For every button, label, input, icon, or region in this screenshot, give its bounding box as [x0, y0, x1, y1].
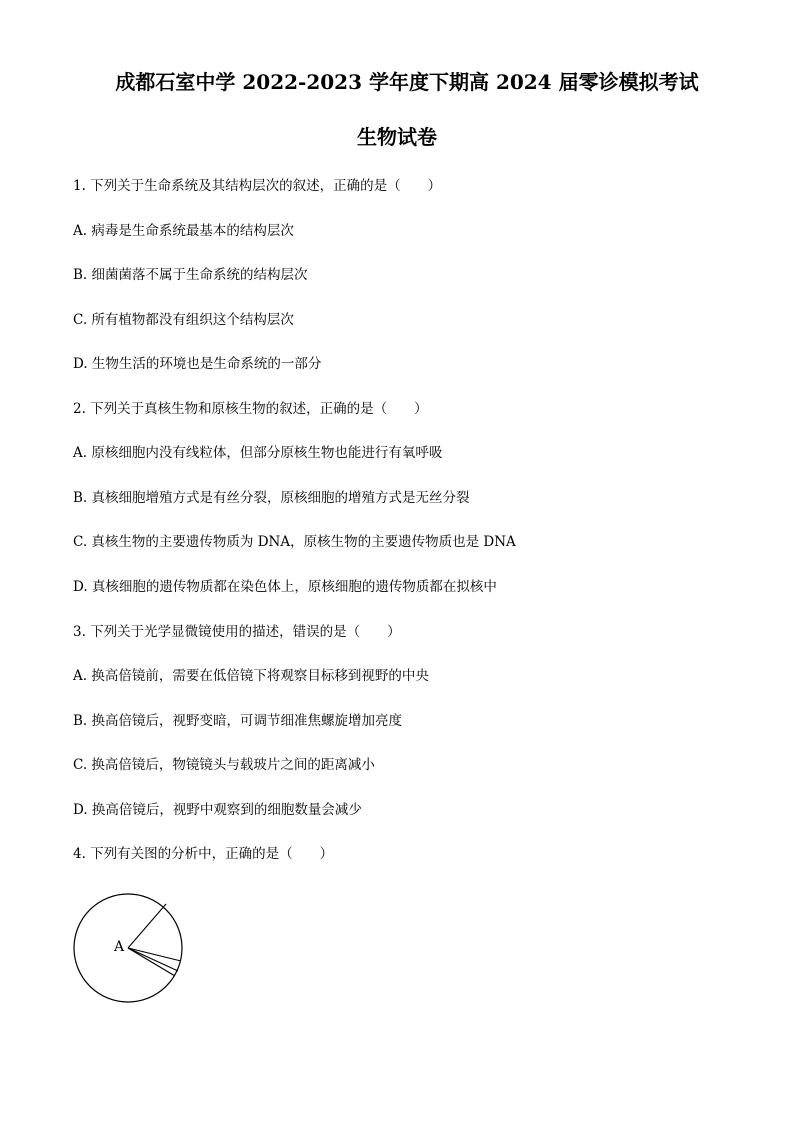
- question-2-option-c: C. 真核生物的主要遗传物质为 DNA，原核生物的主要遗传物质也是 DNA: [73, 534, 516, 550]
- question-1-option-d: D. 生物生活的环境也是生命系统的一部分: [73, 356, 322, 372]
- question-3-option-c: C. 换高倍镜后，物镜镜头与载玻片之间的距离减小: [73, 757, 375, 773]
- pie-divider-3: [128, 948, 178, 971]
- question-3-option-d: D. 换高倍镜后，视野中观察到的细胞数量会减少: [73, 802, 362, 818]
- pie-divider-4: [128, 948, 175, 976]
- question-3-option-a: A. 换高倍镜前，需要在低倍镜下将观察目标移到视野的中央: [73, 668, 429, 684]
- question-2-option-a: A. 原核细胞内没有线粒体，但部分原核生物也能进行有氧呼吸: [73, 445, 443, 461]
- question-1-option-a: A. 病毒是生命系统最基本的结构层次: [73, 223, 294, 239]
- pie-divider-1: [128, 904, 166, 948]
- question-2-stem: 2. 下列关于真核生物和原核生物的叙述，正确的是（ ）: [73, 401, 428, 417]
- pie-figure: [68, 888, 192, 1004]
- question-1-option-b: B. 细菌菌落不属于生命系统的结构层次: [73, 267, 308, 283]
- page-subtitle: 生物试卷: [357, 125, 437, 149]
- page-title: 成都石室中学 2022-2023 学年度下期高 2024 届零诊模拟考试: [115, 70, 699, 94]
- question-1-option-c: C. 所有植物都没有组织这个结构层次: [73, 312, 294, 328]
- question-3-option-b: B. 换高倍镜后，视野变暗，可调节细准焦螺旋增加亮度: [73, 713, 403, 729]
- pie-divider-2: [128, 948, 181, 961]
- pie-label-a: A: [114, 939, 125, 955]
- question-2-option-b: B. 真核细胞增殖方式是有丝分裂，原核细胞的增殖方式是无丝分裂: [73, 490, 470, 506]
- question-4-stem: 4. 下列有关图的分析中，正确的是（ ）: [73, 846, 334, 862]
- question-1-stem: 1. 下列关于生命系统及其结构层次的叙述，正确的是（ ）: [73, 178, 442, 194]
- question-3-stem: 3. 下列关于光学显微镜使用的描述，错误的是（ ）: [73, 624, 401, 640]
- question-2-option-d: D. 真核细胞的遗传物质都在染色体上，原核细胞的遗传物质都在拟核中: [73, 579, 497, 595]
